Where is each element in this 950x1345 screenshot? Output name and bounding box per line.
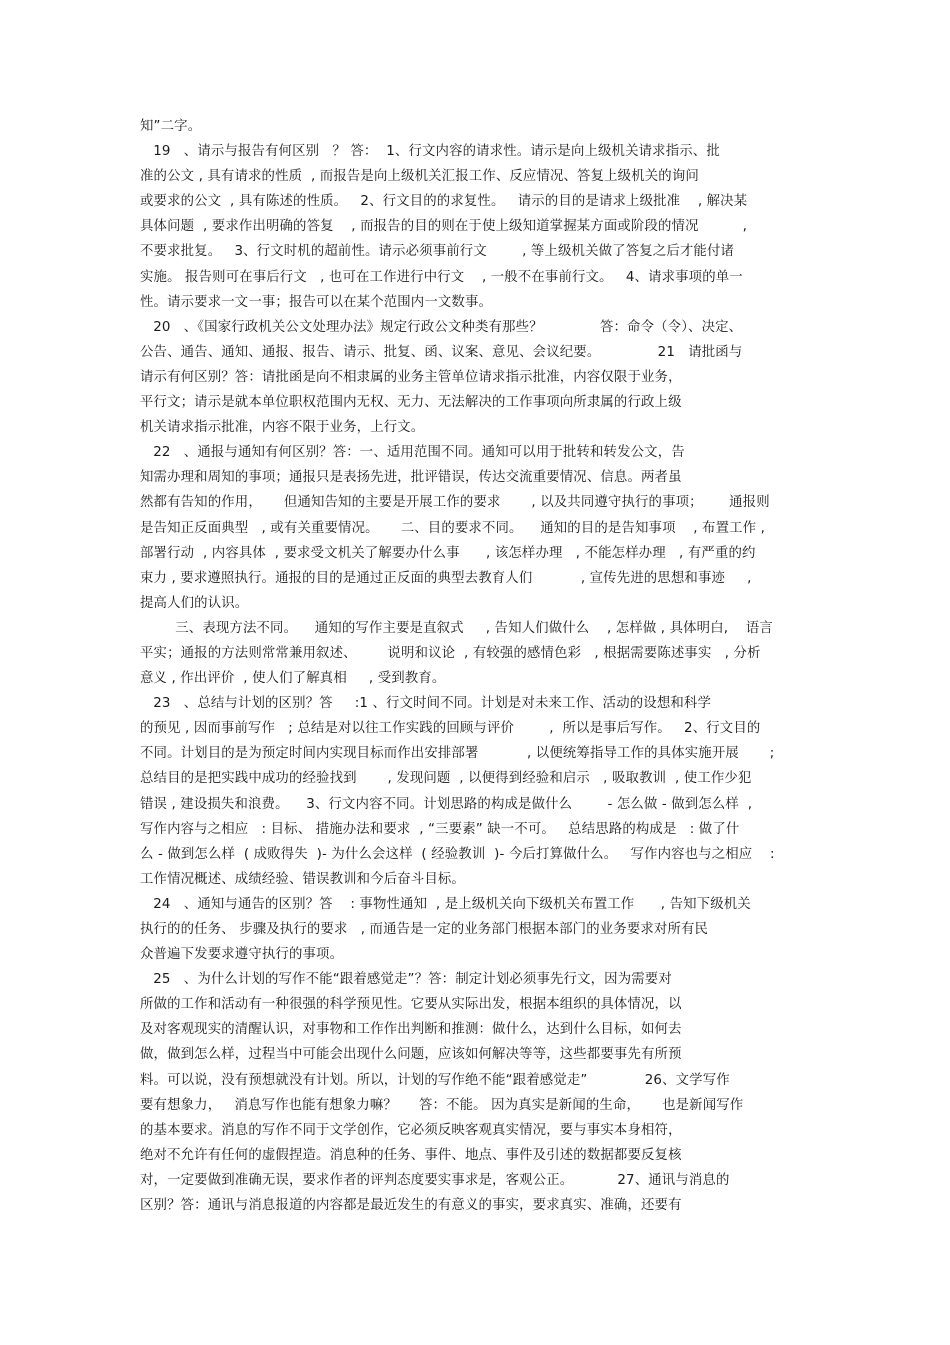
text-line: 不要求批复。 3、行文时机的超前性。请示必须事前行文 , 等上级机关做了答复之后才能付诸 [140,244,735,260]
text-line: 意义 , 作出评价 , 使人们了解真相 , 受到教育。 [140,671,446,687]
text-line: 的基本要求。消息的写作不同于文学创作，它必须反映客观真实情况，要与事实本身相符， [140,1122,682,1138]
text-line: 提高人们的认识。 [140,595,249,611]
text-line: 请示有何区别？答：请批函是向不相隶属的业务主管单位请求指示批准，内容仅限于业务， [140,369,682,385]
text-line: 区别？答：通讯与消息报道的内容都是最近发生的有意义的事实，要求真实、准确，还要有 [140,1198,682,1214]
text-line: 25 、为什么计划的写作不能“跟着感觉走”？答：制定计划必须事先行文，因为需要对 [140,972,672,988]
text-line: 及对客观现实的清醒认识，对事物和工作作出判断和推测：做什么，达到什么目标，如何去 [140,1022,682,1038]
text-line: 众普遍下发要求遵守执行的事项。 [140,947,344,963]
text-line: 做，做到怎么样，过程当中可能会出现什么问题，应该如何解决等等，这些都要事先有所预 [140,1047,682,1063]
text-line: 所做的工作和活动有一种很强的科学预见性。它要从实际出发，根据本组织的具体情况，以 [140,997,682,1013]
text-line: 么 - 做到怎么样 ( 成败得失 )- 为什么会这样 ( 经验教训 )- 今后打算做什么。 写作内容也与之相应 : [140,846,775,862]
text-line: 19 、请示与报告有何区别 ？ 答： 1、行文内容的请求性。请示是向上级机关请求指示、批 [140,144,720,160]
text-line: 写作内容与之相应 : 目标、 措施办法和要求 , “三要素” 缺一不可。 总结思路的构成是 : 做了什 [140,821,740,837]
text-line: 20 、《国家行政机关公文处理办法》规定行政公文种类有那些？ 答：命令（令）、决定、 [140,319,743,335]
text-line: 公告、通告、通知、通报、报告、请示、批复、函、议案、意见、会议纪要。 21 请批函与 [140,344,743,360]
text-line: 错误 , 建设损失和浪费。 3、行文内容不同。计划思路的构成是做什么 - 怎么做 - 做到怎么样 , [140,796,753,812]
text-line: 23 、总结与计划的区别？答 :1 、行文时间不同。计划是对未来工作、活动的设想和科学 [140,696,712,712]
text-line: 24 、通知与通告的区别？答 : 事物性通知 , 是上级机关向下级机关布置工作 , 告知下级机关 [140,896,751,912]
text-line: 执行的的任务、 步骤及执行的要求 , 而通告是一定的业务部门根据本部门的业务要求对所有民 [140,922,709,937]
text-line: 实施。 报告则可在事后行文 , 也可在工作进行中行文 , 一般不在事前行文。 4、请求事项的单一 [140,269,743,285]
text-line: 准的公文 , 具有请求的性质 , 而报告是向上级机关汇报工作、反应情况、答复上级机关的询问 [140,169,699,185]
text-line: 然都有告知的作用， 但通知告知的主要是开展工作的要求 , 以及共同遵守执行的事项； 通报则 [140,495,770,511]
text-line: 束力 , 要求遵照执行。通报的目的是通过正反面的典型去教育人们 , 宣传先进的思想和事迹 , [140,570,752,586]
text-line: 的预见 , 因而事前写作 ; 总结是对以往工作实践的回顾与评价 , 所以是事后写作。 2、行文目的 [140,721,761,737]
text-line: 知需办理和周知的事项；通报只是表扬先进，批评错误，传达交流重要情况、信息。两者虽 [140,470,682,486]
text-line: 工作情况概述、成绩经验、错误教训和今后奋斗目标。 [140,871,465,887]
text-line: 机关请求指示批准，内容不限于业务，上行文。 [140,420,425,436]
text-line: 三、表现方法不同。 通知的写作主要是直叙式 , 告知人们做什么 , 怎样做 , 具体明白, 语言 [140,620,773,636]
text-line: 平行文；请示是就本单位职权范围内无权、无力、无法解决的工作事项向所隶属的行政上级 [140,395,682,411]
document-page [140,114,810,1218]
text-line: 部署行动 , 内容具体 , 要求受文机关了解要办什么事 , 该怎样办理 , 不能怎样办理 , 有严重的约 [140,545,756,561]
text-line: 知”二字。 [140,119,202,134]
text-line: 不同。计划目的是为预定时间内实现目标而作出安排部署 , 以便统筹指导工作的具体实施开展 ; [140,746,775,762]
text-line: 总结目的是把实践中成功的经验找到 , 发现问题 , 以便得到经验和启示 , 吸取教训 , 使工作少犯 [140,771,752,787]
text-line: 绝对不允许有任何的虚假捏造。消息种的任务、事件、地点、事件及引述的数据都要反复核 [140,1147,682,1163]
text-line: 对，一定要做到准确无误，要求作者的评判态度要实事求是，客观公正。 27、通讯与消息的 [140,1172,730,1188]
text-line: 性。请示要求一文一事；报告可以在某个范围内一文数事。 [140,294,493,310]
text-line: 22 、通报与通知有何区别？答：一、适用范围不同。通知可以用于批转和转发公文，告 [140,445,685,461]
text-line: 料。可以说，没有预想就没有计划。所以，计划的写作绝不能“跟着感觉走” 26、文学写作 [140,1072,730,1088]
text-line: 要有想象力， 消息写作也能有想象力嘛？ 答：不能。 因为真实是新闻的生命， 也是新闻写作 [140,1097,744,1113]
text-line: 具体问题 , 要求作出明确的答复 , 而报告的目的则在于使上级知道掌握某方面或阶段的情况 , [140,219,748,235]
text-line: 或要求的公文 , 具有陈述的性质。 2、行文目的的求复性。 请示的目的是请求上级批准 , 解决某 [140,194,748,210]
text-line: 是告知正反面典型 , 或有关重要情况。 二、目的要求不同。 通知的目的是告知事项 , 布置工作 , [140,520,766,536]
text-line: 平实；通报的方法则常常兼用叙述、 说明和议论 , 有较强的感情色彩 , 根据需要陈述事实 , 分析 [140,645,761,661]
